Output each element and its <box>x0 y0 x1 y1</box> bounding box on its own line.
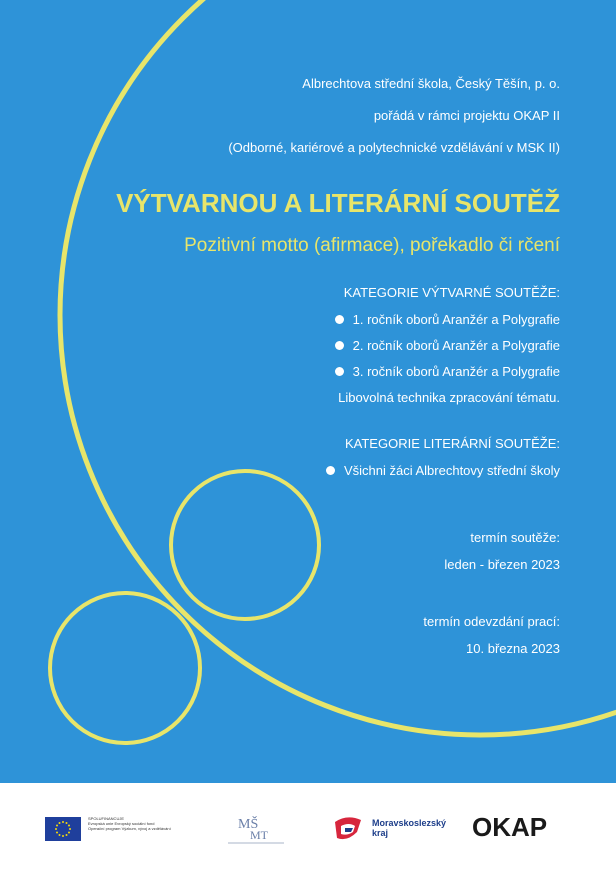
project-full-name: (Odborné, kariérové a polytechnické vzdělávání v MSK II) <box>228 140 560 155</box>
okap-logo-icon: OKAP <box>472 812 548 842</box>
msk-name: Moravskoslezský kraj <box>372 818 447 838</box>
eu-funding-text: SPOLUFINANCUJE Evropská unie Evropský sociální fond Operační program Výzkum, vývoj a vzdělávání <box>88 816 171 831</box>
poster-title: VÝTVARNOU A LITERÁRNÍ SOUTĚŽ <box>116 188 560 218</box>
submission-term-label: termín odevzdání prací: <box>423 614 560 629</box>
art-category-item: 3. ročník oborů Aranžér a Polygrafie <box>335 364 560 380</box>
small-circle-bottom <box>50 593 200 743</box>
svg-text:MT: MT <box>250 828 268 842</box>
bullet-icon <box>335 315 344 324</box>
literary-category-item: Všichni žáci Albrechtovy střední školy <box>326 463 560 479</box>
bullet-icon <box>335 341 344 350</box>
school-name: Albrechtova střední škola, Český Těšín, p. o. <box>302 76 560 91</box>
art-category-item: 1. ročník oborů Aranžér a Polygrafie <box>335 312 560 328</box>
submission-term-value: 10. března 2023 <box>466 641 560 656</box>
poster-subtitle: Pozitivní motto (afirmace), pořekadlo či rčení <box>184 235 560 256</box>
art-category-heading: KATEGORIE VÝTVARNÉ SOUTĚŽE: <box>343 285 560 300</box>
svg-text:MŠ: MŠ <box>238 817 259 832</box>
msmt-logo-icon <box>224 812 288 846</box>
competition-term-value: leden - březen 2023 <box>444 557 560 572</box>
art-technique-note: Libovolná technika zpracování tématu. <box>338 390 560 405</box>
competition-term-label: termín soutěže: <box>470 530 560 545</box>
bullet-icon <box>326 466 335 475</box>
art-category-item: 2. ročník oborů Aranžér a Polygrafie <box>335 338 560 354</box>
organizes-line: pořádá v rámci projektu OKAP II <box>373 108 560 123</box>
literary-category-heading: KATEGORIE LITERÁRNÍ SOUTĚŽE: <box>344 436 560 451</box>
small-circle-top <box>171 471 319 619</box>
eu-flag-icon <box>45 817 81 841</box>
bullet-icon <box>335 367 344 376</box>
msk-logo-icon <box>331 812 367 846</box>
